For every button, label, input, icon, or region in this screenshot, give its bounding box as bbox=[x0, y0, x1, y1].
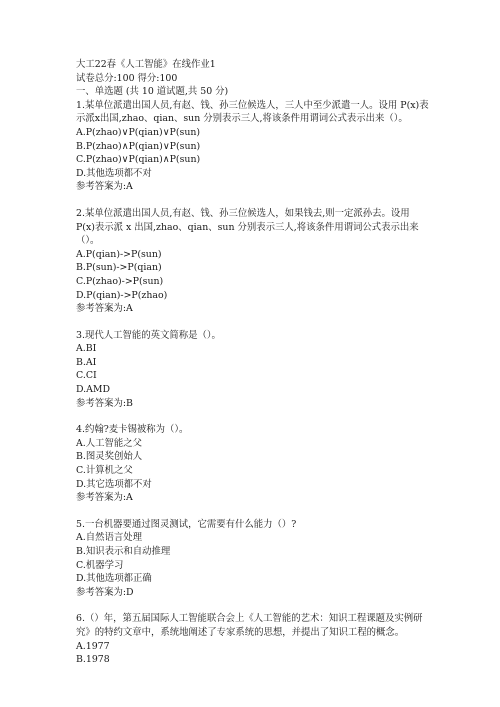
question-6 bbox=[76, 612, 430, 666]
option-b: B.1978 bbox=[76, 654, 110, 666]
answer-line: 参考答案为:A bbox=[76, 303, 133, 315]
answer-line: 参考答案为:A bbox=[76, 492, 133, 504]
option-c: C.CI bbox=[76, 370, 97, 382]
option-a: A.P(qian)->P(sun) bbox=[76, 248, 162, 260]
answer-line: 参考答案为:B bbox=[76, 397, 133, 409]
answer-line: 参考答案为:D bbox=[76, 586, 134, 598]
option-d: D.AMD bbox=[76, 384, 111, 396]
option-c: C.计算机之父 bbox=[76, 465, 133, 477]
option-d: D.P(qian)->P(zhao) bbox=[76, 289, 168, 301]
option-a: A.人工智能之父 bbox=[76, 437, 143, 449]
option-c: C.P(zhao)->P(sun) bbox=[76, 275, 164, 287]
option-a: A.BI bbox=[76, 343, 97, 355]
option-a: A.自然语言处理 bbox=[76, 532, 143, 544]
document-title: 大工22春《人工智能》在线作业1 bbox=[76, 59, 216, 70]
question-stem: 3.现代人工智能的英文简称是（）。 bbox=[76, 329, 221, 341]
spacer bbox=[76, 194, 430, 207]
option-c: C.P(zhao)∨P(qian)∧P(sun) bbox=[76, 154, 201, 166]
spacer bbox=[76, 599, 430, 612]
option-b: B.知识表示和自动推理 bbox=[76, 546, 171, 557]
option-d: D.其他选项都不对 bbox=[76, 167, 152, 179]
spacer bbox=[76, 505, 430, 518]
option-a: A.P(zhao)∨P(qian)∨P(sun) bbox=[76, 126, 201, 138]
question-2 bbox=[76, 207, 430, 316]
option-a: A.1977 bbox=[76, 640, 110, 652]
answer-line: 参考答案为:A bbox=[76, 181, 133, 193]
option-d: D.其他选项都正确 bbox=[76, 573, 152, 585]
question-4 bbox=[76, 423, 430, 505]
option-b: B.P(zhao)∧P(qian)∨P(sun) bbox=[76, 140, 201, 152]
question-stem: 4.约翰?麦卡锡被称为（）。 bbox=[76, 424, 189, 436]
option-c: C.机器学习 bbox=[76, 559, 124, 571]
spacer bbox=[76, 410, 430, 423]
option-b: B.图灵奖创始人 bbox=[76, 451, 143, 463]
option-b: B.P(sun)->P(qian) bbox=[76, 262, 162, 274]
question-stem: 5.一台机器要通过图灵测试，它需要有什么能力（）? bbox=[76, 518, 297, 530]
question-stem: 6.（）年，第五届国际人工智能联合会上《人工智能的艺术：知识工程课题及实例研究》的特约文章中，系统地阐述了专家系统的思想，并提出了知识工程的概念。 bbox=[76, 613, 423, 638]
option-b: B.AI bbox=[76, 356, 97, 368]
question-stem: 2.某单位派遣出国人员,有赵、钱、孙三位候选人，如果钱去,则一定派孙去。设用 P(x)表示派 x 出国,zhao、qian、sun 分别表示三人,将该条件用谓词公式表示出来（）。 bbox=[76, 207, 419, 247]
question-1 bbox=[76, 99, 430, 194]
question-3 bbox=[76, 329, 430, 411]
option-d: D.其它选项都不对 bbox=[76, 478, 152, 490]
section-heading: 一、单选题 (共 10 道试题,共 50 分) bbox=[76, 86, 229, 98]
question-5 bbox=[76, 518, 430, 600]
spacer bbox=[76, 316, 430, 329]
question-stem: 1.某单位派遣出国人员,有赵、钱、孙三位候选人，三人中至少派遣一人。设用 P(x)表示派x出国,zhao、qian、sun 分别表示三人,将该条件用谓词公式表示出来（）。 bbox=[76, 99, 429, 125]
score-line: 试卷总分:100 得分:100 bbox=[76, 72, 178, 84]
